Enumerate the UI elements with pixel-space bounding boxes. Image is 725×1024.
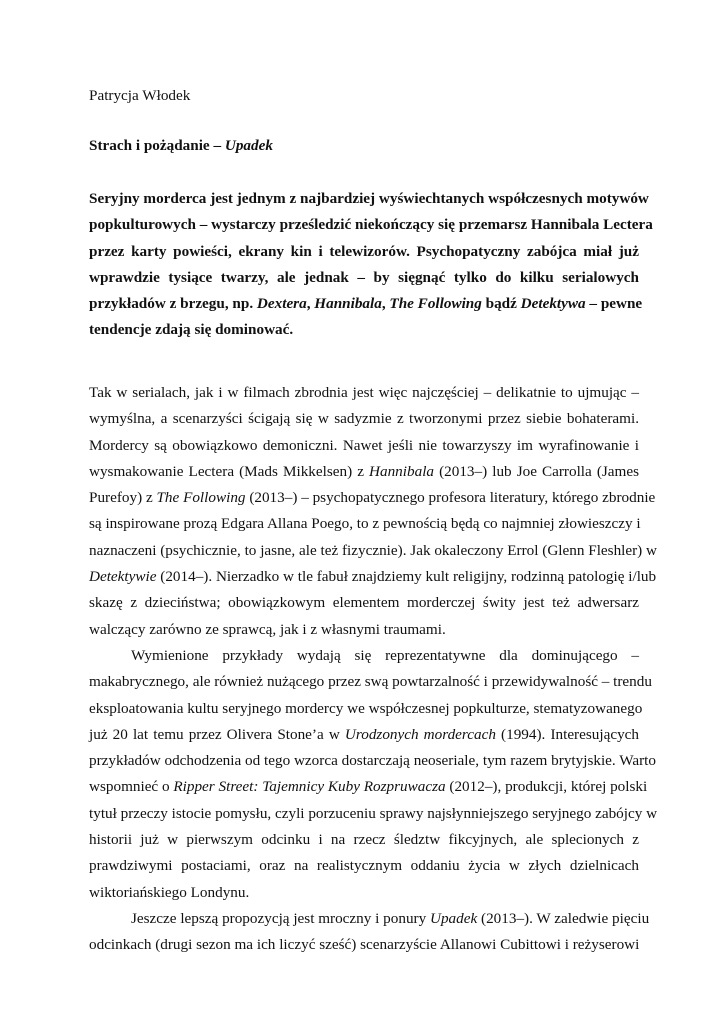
italic-text: Detektywa: [520, 295, 586, 313]
text-run: przez karty powieści, ekrany kin i telewizorów. Psychopatyczny zabójca miał już: [89, 242, 639, 260]
body-line: [89, 485, 656, 511]
title-main: Strach i pożądanie –: [89, 137, 225, 154]
text-run: wiktoriańskiego Londynu.: [89, 883, 250, 901]
text-run: naznaczeni (psychicznie, to jasne, ale też fizycznie). Jak okaleczony Errol (Glenn Fleshler) w: [89, 541, 658, 559]
body-line: [89, 538, 658, 564]
text-run: Tak w serialach, jak i w filmach zbrodnia jest więc najczęściej – delikatnie to ujmując –: [89, 384, 639, 401]
text-run: wymyślna, a scenarzyści ścigają się w sadyzmie z tworzonymi przez siebie bohaterami.: [89, 410, 639, 428]
body-line: [89, 459, 639, 485]
text-run: tytuł przeczy istocie pomysłu, czyli porzuceniu sprawy najsłynniejszego seryjnego zabójcy w: [89, 804, 658, 822]
text-run: Purefoy) z: [89, 489, 157, 507]
text-run: przykładów odchodzenia od tego wzorca dostarczają neoseriale, tym razem brytyjskie. Warto: [89, 752, 656, 770]
text-run: walczący zarówno ze sprawcą, jak i z własnymi traumami.: [89, 620, 446, 638]
text-run: Seryjny morderca jest jednym z najbardziej wyświechtanych współczesnych motywów: [89, 190, 649, 207]
body-line: [89, 617, 639, 643]
title-italic: Upadek: [224, 137, 273, 154]
body-line: [89, 748, 656, 774]
lead-line: [89, 291, 643, 317]
text-run: wysmakowanie Lectera (Mads Mikkelsen) z: [89, 462, 370, 480]
body-paragraph: [89, 380, 658, 643]
text-run: ,: [381, 295, 390, 313]
body-paragraph: [89, 906, 650, 959]
text-run: przykładów z brzegu, np.: [89, 295, 257, 313]
text-run: wprawdzie tysiące twarzy, ale jednak – by sięgnąć tylko do kilku serialowych: [89, 268, 639, 286]
body-line: [89, 906, 650, 932]
italic-text: Detektywie: [89, 568, 157, 586]
lead-line: [89, 212, 653, 238]
italic-text: Hannibala: [369, 462, 435, 480]
text-run: makabrycznego, ale również nużącego przez swą powtarzalność i przewidywalność – trendu: [89, 673, 652, 691]
body-line: [89, 433, 639, 459]
body-line: [89, 696, 643, 722]
text-run: już 20 lat temu przez Olivera Stone’a w: [89, 725, 345, 743]
body-paragraph: [89, 643, 658, 906]
article-title: [89, 136, 273, 156]
lead-line: [89, 239, 639, 265]
text-run: Wymienione przykłady wydają się reprezentatywne dla dominującego –: [131, 646, 639, 664]
text-run: tendencje zdają się dominować.: [89, 321, 294, 339]
author-name: Patrycja Włodek: [89, 87, 191, 104]
italic-text: Urodzonych mordercach: [344, 725, 496, 743]
text-run: popkulturowych – wystarczy prześledzić niekończący się przemarsz Hannibala Lectera: [89, 216, 653, 234]
body-line: [89, 801, 658, 827]
body-line: [89, 827, 639, 853]
text-run: bądź: [481, 295, 521, 313]
text-run: historii już w pierwszym odcinku i na rzecz śledztw fikcyjnych, ale splecionych z: [89, 831, 639, 849]
italic-text: Ripper Street: Tajemnicy Kuby Rozpruwacza: [173, 778, 446, 796]
text-run: odcinkach (drugi sezon ma ich liczyć sześć) scenarzyście Allanowi Cubittowi i reżyserowi: [89, 936, 640, 954]
article-body: [89, 380, 658, 959]
text-run: – pewne: [585, 295, 643, 313]
text-run: (2013–) lub Joe Carrolla (James: [434, 462, 639, 480]
body-line: [89, 880, 639, 906]
text-run: (2014–). Nierzadko w tle fabuł znajdziemy kult religijny, rodzinną patologię i/lub: [156, 568, 657, 586]
body-line: [89, 774, 648, 800]
lead-paragraph: [89, 186, 653, 344]
body-line: [89, 669, 652, 695]
body-line: [89, 590, 639, 616]
body-line: [89, 722, 639, 748]
text-run: ,: [306, 295, 315, 313]
lead-line: [89, 317, 639, 343]
body-line: [89, 406, 639, 432]
text-run: (2012–), produkcji, której polski: [445, 778, 648, 796]
text-run: (1994). Interesujących: [495, 725, 639, 743]
text-run: prawdziwymi postaciami, oraz na realistycznym oddaniu życia w złych dzielnicach: [89, 857, 639, 875]
text-run: eksploatowania kultu seryjnego mordercy we współczesnej popkulturze, stematyzowanego: [89, 699, 643, 717]
italic-text: Hannibala: [314, 295, 382, 313]
body-line: [89, 564, 657, 590]
italic-text: The Following: [389, 295, 482, 313]
lead-line: [89, 186, 649, 212]
italic-text: Dextera: [256, 295, 307, 313]
italic-text: Upadek: [430, 909, 478, 927]
text-run: wspomnieć o: [89, 778, 174, 796]
text-run: Mordercy są obowiązkowo demoniczni. Nawet jeśli nie towarzyszy im wyrafinowanie i: [89, 436, 639, 454]
body-line: [89, 643, 639, 669]
italic-text: The Following: [156, 489, 246, 507]
body-line: [89, 511, 639, 537]
text-run: skazę z dzieciństwa; obowiązkowym elementem morderczej świty jest też adwersarz: [89, 594, 639, 612]
body-line: [89, 853, 639, 879]
body-line: [89, 932, 639, 958]
body-line: [89, 380, 639, 406]
lead-line: [89, 265, 639, 291]
text-run: (2013–) – psychopatycznego profesora literatury, którego zbrodnie: [245, 489, 656, 507]
text-run: Jeszcze lepszą propozycją jest mroczny i ponury: [131, 909, 430, 927]
text-run: (2013–). W zaledwie pięciu: [477, 909, 650, 927]
text-run: są inspirowane prozą Edgara Allana Poego, to z pewnością będą co najmniej złowieszczy i: [89, 515, 641, 533]
